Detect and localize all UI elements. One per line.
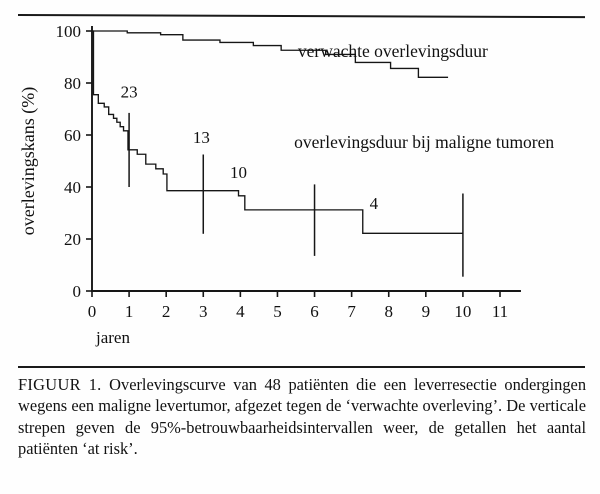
x-axis-tick-label: 4 <box>236 302 245 321</box>
y-axis-tick-label: 40 <box>64 178 81 197</box>
y-axis-tick-label: 20 <box>64 230 81 249</box>
chart-svg <box>0 16 600 364</box>
y-axis-tick-label: 0 <box>72 282 81 301</box>
at-risk-number-23: 23 <box>120 82 138 102</box>
y-axis-tick-label: 80 <box>64 74 81 93</box>
at-risk-number-10: 10 <box>230 162 248 182</box>
figure-caption <box>18 374 586 460</box>
caption-body-text: Overlevingscurve van 48 patiënten die een leverresectie ondergingen wegens een maligne levertumor, afgezet tegen de ‘verwachte overleving’. De verticale strepen geven de 95%-betrouwbaarheidsintervallen weer, de getallen het aantal patiënten ‘at risk’. <box>18 375 587 459</box>
x-axis-tick-label: 0 <box>87 302 97 321</box>
series-label-1: verwachte overlevingsduur <box>297 41 488 61</box>
x-axis-tick-label: 6 <box>310 302 319 321</box>
x-axis-tick-label: 9 <box>421 302 431 321</box>
at-risk-number-13: 13 <box>192 127 210 147</box>
x-axis-tick-label: 7 <box>347 302 356 321</box>
survival-chart <box>0 16 600 364</box>
at-risk-number-4: 4 <box>369 194 379 214</box>
x-axis-tick-label: 10 <box>454 302 472 321</box>
y-axis-tick-label: 100 <box>55 22 81 41</box>
caption-divider-rule <box>18 366 585 368</box>
x-axis-tick-label: 2 <box>161 302 171 321</box>
figure-number-label: FIGUUR 1. <box>18 375 102 394</box>
x-axis-tick-label: 5 <box>273 302 282 321</box>
y-axis-title: overlevingskans (%) <box>18 86 38 236</box>
axes <box>86 27 520 297</box>
x-axis-tick-label: 8 <box>384 302 393 321</box>
x-axis-tick-label: 3 <box>199 302 208 321</box>
x-axis-title: jaren <box>96 328 130 347</box>
caption-paragraph <box>18 374 586 460</box>
chart-text-labels <box>18 22 554 347</box>
x-axis-tick-label: 1 <box>124 302 134 321</box>
y-axis-tick-label: 60 <box>64 126 81 145</box>
series-label-2: overlevingsduur bij maligne tumoren <box>294 132 555 152</box>
x-axis-tick-label: 11 <box>491 302 509 321</box>
